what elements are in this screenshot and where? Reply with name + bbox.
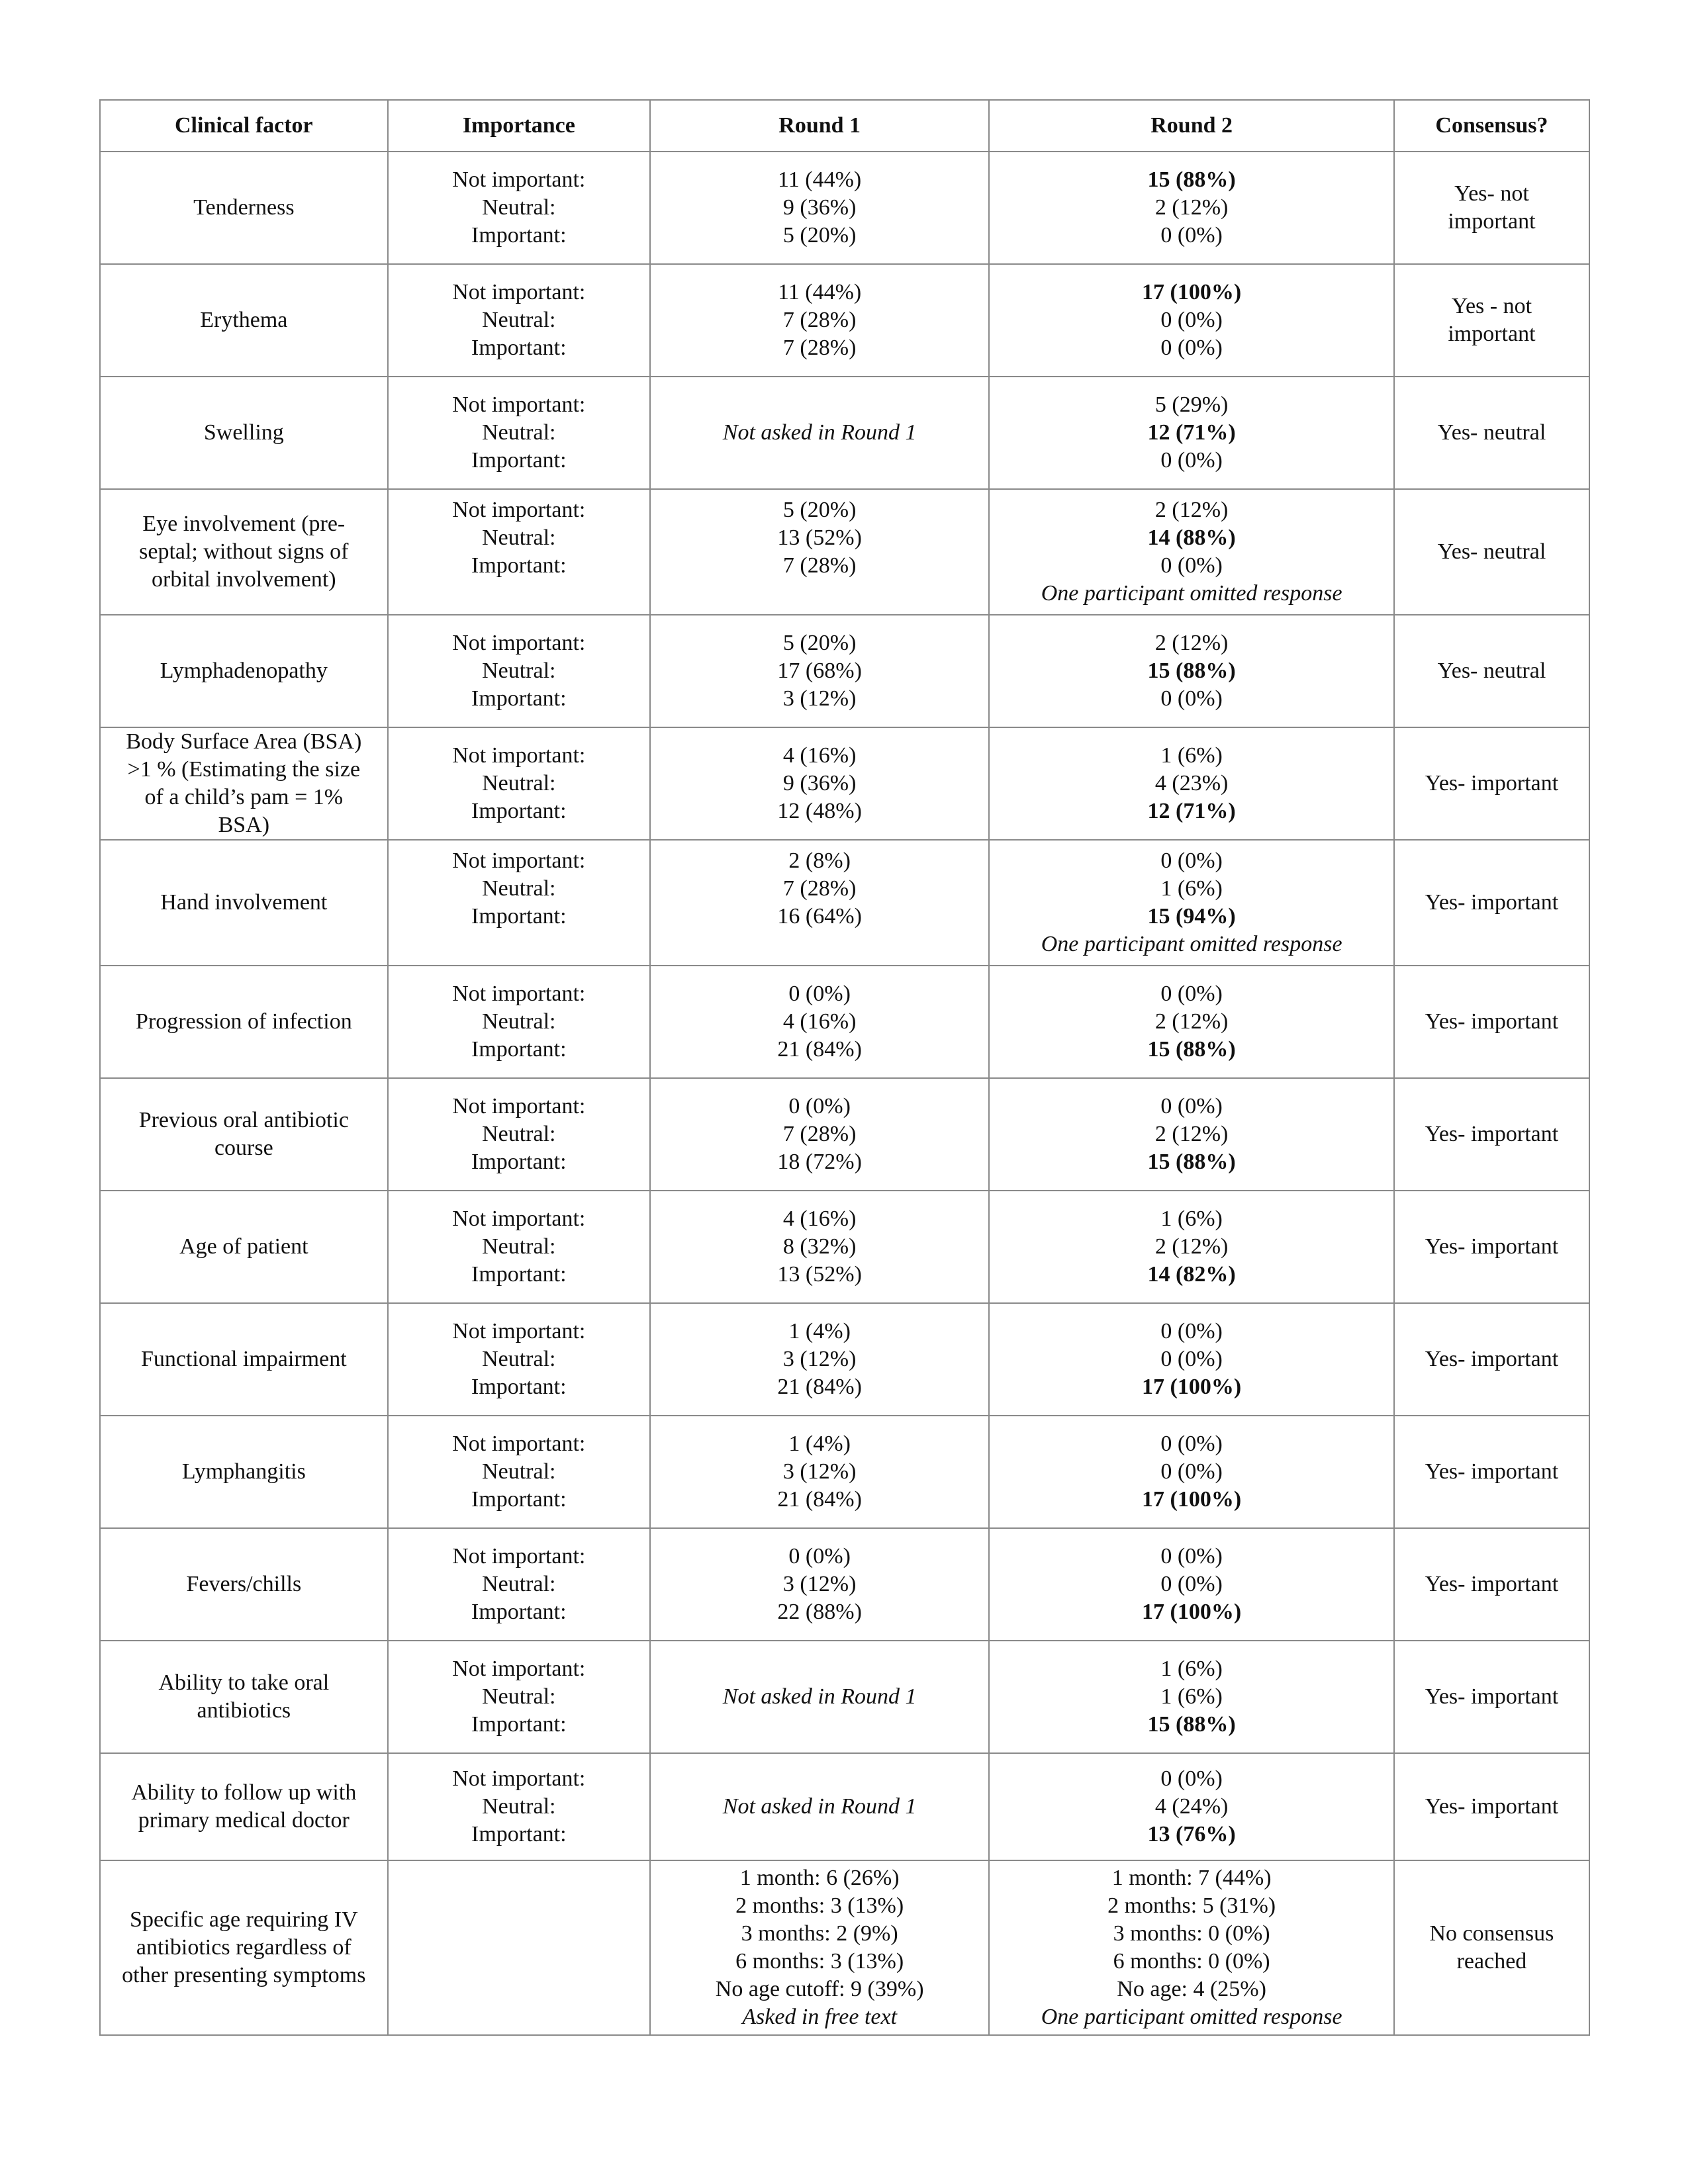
clinical-factor-text: Specific age requiring IV bbox=[130, 1907, 358, 1932]
consensus-cell bbox=[1394, 1528, 1589, 1641]
round-1-value: 3 months: 2 (9%) bbox=[741, 1921, 898, 1946]
consensus-cell bbox=[1394, 1078, 1589, 1191]
consensus-text: Yes- important bbox=[1425, 1009, 1559, 1034]
importance-cell bbox=[388, 840, 650, 966]
round-1-cell bbox=[650, 1303, 989, 1416]
round-2-cell bbox=[989, 489, 1394, 615]
round-1-value: 7 (28%) bbox=[782, 1122, 857, 1146]
consensus-cell bbox=[1394, 1416, 1589, 1528]
clinical-factor-text: Progression of infection bbox=[135, 1009, 352, 1034]
consensus-text: No consensus bbox=[1429, 1921, 1554, 1946]
importance-label: Not important: bbox=[452, 1657, 586, 1681]
round-2-value: 15 (94%) bbox=[1147, 904, 1236, 929]
round-1-value: 1 (4%) bbox=[788, 1432, 851, 1456]
clinical-factor-text: Fevers/chills bbox=[186, 1572, 302, 1596]
round-1-cell bbox=[650, 727, 989, 840]
round-2-cell bbox=[989, 377, 1394, 489]
importance-label: Not important: bbox=[452, 848, 586, 873]
header-row bbox=[100, 100, 1589, 152]
round-2-value: 17 (100%) bbox=[1142, 1375, 1242, 1399]
round-2-cell bbox=[989, 1860, 1394, 2035]
clinical-factor-text: other presenting symptoms bbox=[122, 1963, 366, 1987]
importance-label: Not important: bbox=[452, 167, 586, 192]
importance-label: Not important: bbox=[452, 1432, 586, 1456]
importance-label: Not important: bbox=[452, 1094, 586, 1118]
round-2-cell bbox=[989, 1641, 1394, 1753]
header-clinical-factor: Clinical factor bbox=[100, 100, 388, 152]
consensus-cell bbox=[1394, 727, 1589, 840]
importance-cell bbox=[388, 615, 650, 727]
round-2-cell bbox=[989, 840, 1394, 966]
importance-label: Important: bbox=[471, 1262, 567, 1287]
round-2-value: 15 (88%) bbox=[1147, 167, 1236, 192]
clinical-factor-cell bbox=[100, 1641, 388, 1753]
importance-label: Important: bbox=[471, 1822, 567, 1846]
importance-label: Not important: bbox=[452, 1766, 586, 1791]
round-1-value: 21 (84%) bbox=[777, 1487, 862, 1512]
importance-label: Important: bbox=[471, 1600, 567, 1624]
importance-cell bbox=[388, 1078, 650, 1191]
table-row bbox=[100, 1641, 1589, 1753]
consensus-text: Yes- not bbox=[1454, 181, 1529, 206]
round-2-value: 1 (6%) bbox=[1160, 876, 1223, 901]
round-2-value: 0 (0%) bbox=[1160, 848, 1223, 873]
consensus-text: important bbox=[1448, 209, 1536, 234]
round-1-cell bbox=[650, 1416, 989, 1528]
round-2-value: 1 month: 7 (44%) bbox=[1111, 1866, 1272, 1890]
importance-label: Not important: bbox=[452, 1544, 586, 1569]
round-1-value: 2 months: 3 (13%) bbox=[735, 1893, 904, 1918]
importance-label: Important: bbox=[471, 448, 567, 473]
consensus-text: Yes- important bbox=[1425, 1347, 1559, 1371]
importance-label: Important: bbox=[471, 223, 567, 248]
round-2-cell bbox=[989, 1753, 1394, 1860]
round-2-value: One participant omitted response bbox=[1041, 932, 1342, 956]
clinical-factor-text: Lymphangitis bbox=[181, 1459, 306, 1484]
table-row bbox=[100, 152, 1589, 264]
round-2-value: 0 (0%) bbox=[1160, 308, 1223, 332]
round-2-value: 1 (6%) bbox=[1160, 1206, 1223, 1231]
importance-label: Important: bbox=[471, 1037, 567, 1062]
round-1-value: 13 (52%) bbox=[777, 1262, 862, 1287]
consensus-cell bbox=[1394, 152, 1589, 264]
clinical-factor-cell bbox=[100, 615, 388, 727]
importance-label bbox=[398, 580, 640, 608]
consensus-cell bbox=[1394, 615, 1589, 727]
table-row bbox=[100, 264, 1589, 377]
round-1-cell bbox=[650, 1191, 989, 1303]
round-1-value: 5 (20%) bbox=[782, 631, 857, 655]
table-row bbox=[100, 1078, 1589, 1191]
table-row bbox=[100, 727, 1589, 840]
round-1-value: 3 (12%) bbox=[782, 1572, 857, 1596]
clinical-factor-text: Erythema bbox=[200, 308, 288, 332]
importance-cell bbox=[388, 1528, 650, 1641]
importance-label: Important: bbox=[471, 1375, 567, 1399]
round-2-value: 13 (76%) bbox=[1147, 1822, 1236, 1846]
importance-label: Neutral: bbox=[482, 1684, 556, 1709]
importance-cell bbox=[388, 152, 650, 264]
round-1-value: Not asked in Round 1 bbox=[722, 1684, 917, 1709]
importance-label: Important: bbox=[471, 686, 567, 711]
round-1-value: 13 (52%) bbox=[777, 525, 862, 550]
clinical-factor-text: orbital involvement) bbox=[152, 567, 336, 592]
round-1-cell bbox=[650, 152, 989, 264]
importance-cell bbox=[388, 1860, 650, 2035]
round-1-value: No age cutoff: 9 (39%) bbox=[715, 1977, 924, 2001]
round-2-value: 2 months: 5 (31%) bbox=[1107, 1893, 1276, 1918]
importance-cell bbox=[388, 377, 650, 489]
clinical-factor-text: Tenderness bbox=[193, 195, 295, 220]
importance-label: Neutral: bbox=[482, 1459, 556, 1484]
consensus-cell bbox=[1394, 1303, 1589, 1416]
round-1-value: 3 (12%) bbox=[782, 686, 857, 711]
importance-label: Not important: bbox=[452, 631, 586, 655]
consensus-cell bbox=[1394, 1641, 1589, 1753]
round-2-value: 17 (100%) bbox=[1142, 1600, 1242, 1624]
clinical-factor-text: BSA) bbox=[218, 813, 270, 837]
consensus-text: Yes- important bbox=[1425, 1794, 1559, 1819]
importance-label: Neutral: bbox=[482, 1234, 556, 1259]
importance-label: Neutral: bbox=[482, 525, 556, 550]
round-1-value: 0 (0%) bbox=[788, 981, 851, 1006]
round-2-value: 1 (6%) bbox=[1160, 1684, 1223, 1709]
round-2-value: 0 (0%) bbox=[1160, 686, 1223, 711]
consensus-text: Yes- important bbox=[1425, 1684, 1559, 1709]
round-1-value: 21 (84%) bbox=[777, 1037, 862, 1062]
importance-label: Important: bbox=[471, 1712, 567, 1737]
round-1-value: 6 months: 3 (13%) bbox=[735, 1949, 904, 1974]
round-2-value: 1 (6%) bbox=[1160, 743, 1223, 768]
clinical-factor-cell bbox=[100, 377, 388, 489]
round-2-value: 14 (82%) bbox=[1147, 1262, 1236, 1287]
importance-label: Important: bbox=[471, 904, 567, 929]
round-1-value: 12 (48%) bbox=[777, 799, 862, 823]
round-2-value: 1 (6%) bbox=[1160, 1657, 1223, 1681]
table-row bbox=[100, 1303, 1589, 1416]
importance-label: Neutral: bbox=[482, 771, 556, 796]
importance-cell bbox=[388, 1641, 650, 1753]
importance-label: Not important: bbox=[452, 743, 586, 768]
round-2-value: 3 months: 0 (0%) bbox=[1113, 1921, 1270, 1946]
consensus-cell bbox=[1394, 489, 1589, 615]
clinical-factor-cell bbox=[100, 264, 388, 377]
consensus-cell bbox=[1394, 966, 1589, 1078]
round-2-value: 4 (23%) bbox=[1154, 771, 1229, 796]
importance-cell bbox=[388, 1753, 650, 1860]
consensus-table bbox=[99, 99, 1590, 2036]
round-1-value: 9 (36%) bbox=[782, 195, 857, 220]
round-1-value: 7 (28%) bbox=[782, 336, 857, 360]
round-1-cell bbox=[650, 615, 989, 727]
importance-cell bbox=[388, 966, 650, 1078]
round-1-value: 4 (16%) bbox=[782, 1206, 857, 1231]
round-1-value bbox=[660, 931, 979, 958]
clinical-factor-text: Swelling bbox=[203, 420, 284, 445]
consensus-text: important bbox=[1448, 322, 1536, 346]
importance-label: Neutral: bbox=[482, 1009, 556, 1034]
round-2-value: 0 (0%) bbox=[1160, 223, 1223, 248]
clinical-factor-cell bbox=[100, 1753, 388, 1860]
importance-label: Neutral: bbox=[482, 1347, 556, 1371]
consensus-cell bbox=[1394, 1860, 1589, 2035]
clinical-factor-cell bbox=[100, 1191, 388, 1303]
importance-label: Not important: bbox=[452, 1319, 586, 1343]
clinical-factor-text: Hand involvement bbox=[160, 890, 328, 915]
clinical-factor-text: septal; without signs of bbox=[139, 539, 349, 564]
round-1-value: 5 (20%) bbox=[782, 223, 857, 248]
round-2-value: 12 (71%) bbox=[1147, 420, 1236, 445]
importance-cell bbox=[388, 489, 650, 615]
header-round-2: Round 2 bbox=[989, 100, 1394, 152]
consensus-text: Yes- important bbox=[1425, 1122, 1559, 1146]
clinical-factor-cell bbox=[100, 152, 388, 264]
importance-cell bbox=[388, 1191, 650, 1303]
table-body bbox=[100, 152, 1589, 2035]
clinical-factor-text: Ability to take oral bbox=[158, 1670, 330, 1695]
consensus-text: Yes- important bbox=[1425, 1234, 1559, 1259]
round-2-value: 4 (24%) bbox=[1154, 1794, 1229, 1819]
round-1-cell bbox=[650, 1860, 989, 2035]
clinical-factor-cell bbox=[100, 489, 388, 615]
importance-cell bbox=[388, 1416, 650, 1528]
round-1-cell bbox=[650, 966, 989, 1078]
consensus-cell bbox=[1394, 377, 1589, 489]
round-1-value bbox=[660, 580, 979, 608]
clinical-factor-text: >1 % (Estimating the size bbox=[127, 757, 361, 782]
round-1-cell bbox=[650, 1528, 989, 1641]
round-2-value: 0 (0%) bbox=[1160, 1319, 1223, 1343]
round-2-cell bbox=[989, 152, 1394, 264]
round-2-value: 2 (12%) bbox=[1154, 1009, 1229, 1034]
clinical-factor-text: course bbox=[214, 1136, 273, 1160]
clinical-factor-cell bbox=[100, 727, 388, 840]
round-2-value: 0 (0%) bbox=[1160, 1766, 1223, 1791]
importance-cell bbox=[388, 1303, 650, 1416]
clinical-factor-cell bbox=[100, 1078, 388, 1191]
round-1-value: Not asked in Round 1 bbox=[722, 1794, 917, 1819]
clinical-factor-cell bbox=[100, 840, 388, 966]
clinical-factor-text: Previous oral antibiotic bbox=[138, 1108, 349, 1132]
importance-label: Important: bbox=[471, 336, 567, 360]
round-1-value: 7 (28%) bbox=[782, 553, 857, 578]
round-1-value: 0 (0%) bbox=[788, 1094, 851, 1118]
clinical-factor-text: Body Surface Area (BSA) bbox=[126, 729, 362, 754]
importance-label: Neutral: bbox=[482, 195, 556, 220]
round-2-value: 15 (88%) bbox=[1147, 1712, 1236, 1737]
round-2-cell bbox=[989, 1303, 1394, 1416]
importance-label: Neutral: bbox=[482, 1122, 556, 1146]
round-1-cell bbox=[650, 377, 989, 489]
round-2-cell bbox=[989, 1416, 1394, 1528]
round-1-value: 0 (0%) bbox=[788, 1544, 851, 1569]
consensus-text: Yes- important bbox=[1425, 1459, 1559, 1484]
importance-label: Not important: bbox=[452, 280, 586, 304]
round-2-cell bbox=[989, 1191, 1394, 1303]
round-1-value: 1 month: 6 (26%) bbox=[739, 1866, 900, 1890]
clinical-factor-text: primary medical doctor bbox=[138, 1808, 350, 1833]
round-1-value: 21 (84%) bbox=[777, 1375, 862, 1399]
importance-label: Not important: bbox=[452, 1206, 586, 1231]
round-2-value: 2 (12%) bbox=[1154, 195, 1229, 220]
importance-cell bbox=[388, 264, 650, 377]
round-2-value: No age: 4 (25%) bbox=[1117, 1977, 1266, 2001]
round-1-value: 7 (28%) bbox=[782, 876, 857, 901]
round-2-value: 6 months: 0 (0%) bbox=[1113, 1949, 1270, 1974]
round-2-value: 0 (0%) bbox=[1160, 336, 1223, 360]
round-1-value: 3 (12%) bbox=[782, 1459, 857, 1484]
round-2-value: 2 (12%) bbox=[1154, 1122, 1229, 1146]
consensus-text: Yes- neutral bbox=[1437, 539, 1546, 564]
round-2-value: 15 (88%) bbox=[1147, 659, 1236, 683]
clinical-factor-text: Lymphadenopathy bbox=[160, 659, 328, 683]
importance-label: Neutral: bbox=[482, 876, 556, 901]
consensus-text: reached bbox=[1456, 1949, 1527, 1974]
round-2-value: 15 (88%) bbox=[1147, 1037, 1236, 1062]
importance-label: Neutral: bbox=[482, 1794, 556, 1819]
round-2-cell bbox=[989, 727, 1394, 840]
round-1-value: 3 (12%) bbox=[782, 1347, 857, 1371]
round-2-value: 12 (71%) bbox=[1147, 799, 1236, 823]
consensus-cell bbox=[1394, 264, 1589, 377]
table-row bbox=[100, 615, 1589, 727]
importance-label: Neutral: bbox=[482, 308, 556, 332]
importance-label: Important: bbox=[471, 553, 567, 578]
table-row bbox=[100, 1191, 1589, 1303]
table-row bbox=[100, 1528, 1589, 1641]
importance-label: Neutral: bbox=[482, 1572, 556, 1596]
clinical-factor-cell bbox=[100, 1860, 388, 2035]
round-2-value: 0 (0%) bbox=[1160, 1347, 1223, 1371]
round-1-cell bbox=[650, 840, 989, 966]
round-1-cell bbox=[650, 1641, 989, 1753]
clinical-factor-text: antibiotics bbox=[197, 1698, 291, 1723]
importance-label: Neutral: bbox=[482, 420, 556, 445]
round-2-cell bbox=[989, 615, 1394, 727]
round-1-value: 7 (28%) bbox=[782, 308, 857, 332]
round-1-value: 17 (68%) bbox=[777, 659, 862, 683]
round-1-value: 4 (16%) bbox=[782, 743, 857, 768]
round-2-value: 0 (0%) bbox=[1160, 981, 1223, 1006]
round-2-value: 0 (0%) bbox=[1160, 1432, 1223, 1456]
round-1-value: 22 (88%) bbox=[777, 1600, 862, 1624]
consensus-text: Yes - not bbox=[1451, 294, 1532, 318]
clinical-factor-text: Ability to follow up with bbox=[131, 1780, 357, 1805]
round-2-cell bbox=[989, 966, 1394, 1078]
round-2-value: 14 (88%) bbox=[1147, 525, 1236, 550]
consensus-cell bbox=[1394, 1753, 1589, 1860]
clinical-factor-cell bbox=[100, 1303, 388, 1416]
round-1-value: Asked in free text bbox=[742, 2005, 898, 2029]
round-1-value: 1 (4%) bbox=[788, 1319, 851, 1343]
header-round-1: Round 1 bbox=[650, 100, 989, 152]
round-2-value: 2 (12%) bbox=[1154, 631, 1229, 655]
consensus-text: Yes- neutral bbox=[1437, 420, 1546, 445]
importance-label: Not important: bbox=[452, 392, 586, 417]
importance-label: Important: bbox=[471, 799, 567, 823]
importance-label: Not important: bbox=[452, 981, 586, 1006]
round-2-cell bbox=[989, 1078, 1394, 1191]
table-row bbox=[100, 966, 1589, 1078]
clinical-factor-text: Age of patient bbox=[179, 1234, 308, 1259]
importance-label: Important: bbox=[471, 1150, 567, 1174]
round-2-value: 17 (100%) bbox=[1142, 1487, 1242, 1512]
round-2-value: 0 (0%) bbox=[1160, 1459, 1223, 1484]
round-1-value: 8 (32%) bbox=[782, 1234, 857, 1259]
consensus-cell bbox=[1394, 1191, 1589, 1303]
round-2-value: 0 (0%) bbox=[1160, 1572, 1223, 1596]
consensus-text: Yes- important bbox=[1425, 1572, 1559, 1596]
table-row bbox=[100, 1860, 1589, 2035]
clinical-factor-cell bbox=[100, 1416, 388, 1528]
consensus-text: Yes- important bbox=[1425, 890, 1559, 915]
round-2-cell bbox=[989, 264, 1394, 377]
table-row bbox=[100, 377, 1589, 489]
round-1-cell bbox=[650, 264, 989, 377]
importance-label: Not important: bbox=[452, 498, 586, 522]
round-2-value: 2 (12%) bbox=[1154, 1234, 1229, 1259]
round-2-value: 0 (0%) bbox=[1160, 448, 1223, 473]
round-2-value: 0 (0%) bbox=[1160, 553, 1223, 578]
round-1-value: 5 (20%) bbox=[782, 498, 857, 522]
round-1-cell bbox=[650, 489, 989, 615]
clinical-factor-text: Eye involvement (pre- bbox=[142, 512, 346, 536]
table-row bbox=[100, 1753, 1589, 1860]
table-row bbox=[100, 1416, 1589, 1528]
round-2-value: 15 (88%) bbox=[1147, 1150, 1236, 1174]
round-1-cell bbox=[650, 1078, 989, 1191]
clinical-factor-text: antibiotics regardless of bbox=[136, 1935, 352, 1960]
round-1-value: 11 (44%) bbox=[778, 280, 862, 304]
round-1-value: 18 (72%) bbox=[777, 1150, 862, 1174]
table-row bbox=[100, 489, 1589, 615]
consensus-text: Yes- important bbox=[1425, 771, 1559, 796]
round-2-value: 17 (100%) bbox=[1142, 280, 1242, 304]
round-1-value: 2 (8%) bbox=[788, 848, 851, 873]
round-1-value: Not asked in Round 1 bbox=[722, 420, 917, 445]
round-2-value: 0 (0%) bbox=[1160, 1094, 1223, 1118]
importance-cell bbox=[388, 727, 650, 840]
consensus-text: Yes- neutral bbox=[1437, 659, 1546, 683]
header-importance: Importance bbox=[388, 100, 650, 152]
round-1-value: 16 (64%) bbox=[777, 904, 862, 929]
round-1-value: 11 (44%) bbox=[778, 167, 862, 192]
header-consensus: Consensus? bbox=[1394, 100, 1589, 152]
clinical-factor-text: Functional impairment bbox=[140, 1347, 347, 1371]
round-1-cell bbox=[650, 1753, 989, 1860]
round-1-value: 9 (36%) bbox=[782, 771, 857, 796]
round-1-value: 4 (16%) bbox=[782, 1009, 857, 1034]
importance-label: Neutral: bbox=[482, 659, 556, 683]
round-2-value: 2 (12%) bbox=[1154, 498, 1229, 522]
clinical-factor-cell bbox=[100, 966, 388, 1078]
importance-label: Important: bbox=[471, 1487, 567, 1512]
round-2-value: 0 (0%) bbox=[1160, 1544, 1223, 1569]
table-row bbox=[100, 840, 1589, 966]
clinical-factor-text: of a child’s pam = 1% bbox=[144, 785, 344, 809]
consensus-cell bbox=[1394, 840, 1589, 966]
round-2-cell bbox=[989, 1528, 1394, 1641]
importance-label bbox=[398, 931, 640, 958]
round-2-value: One participant omitted response bbox=[1041, 2005, 1342, 2029]
clinical-factor-cell bbox=[100, 1528, 388, 1641]
round-2-value: 5 (29%) bbox=[1154, 392, 1229, 417]
round-2-value: One participant omitted response bbox=[1041, 581, 1342, 606]
